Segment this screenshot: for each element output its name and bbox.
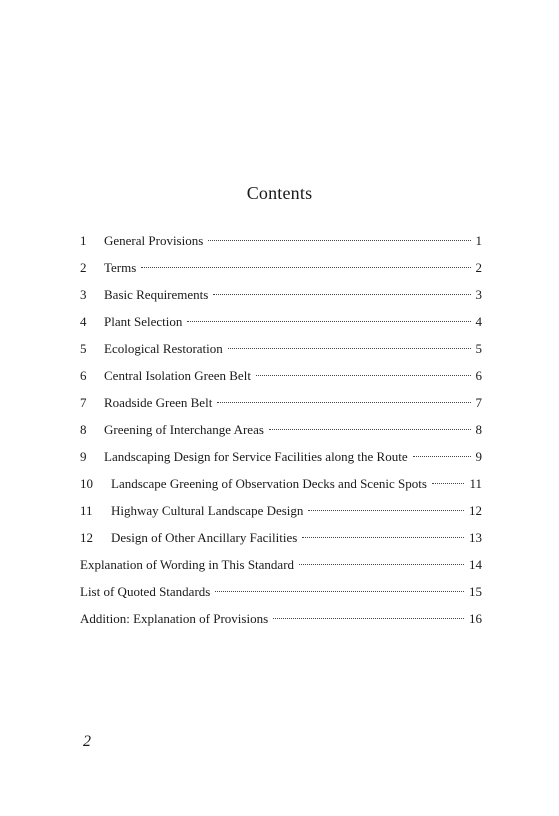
chapter-title: Design of Other Ancillary Facilities [111,530,298,545]
toc-entry-3[interactable] [80,287,482,314]
chapter-number: 6 [80,368,87,383]
toc-entry-8[interactable] [80,422,482,449]
page-ref: 14 [469,557,482,572]
page-title: Contents [246,183,313,203]
page-ref: 16 [469,611,482,626]
chapter-number: 10 [80,476,93,491]
chapter-number: 9 [80,449,87,464]
dot-leader [413,456,471,457]
chapter-title: Landscaping Design for Service Facilities along the Route [104,449,408,464]
toc-entry-12[interactable] [80,530,482,557]
chapter-title: Roadside Green Belt [104,395,213,410]
chapter-number: 7 [80,395,87,410]
chapter-number: 12 [80,530,93,545]
page-ref: 6 [475,368,482,383]
toc-entry-5[interactable] [80,341,482,368]
page-ref: 8 [475,422,482,437]
dot-leader [208,240,470,241]
dot-leader [432,483,465,484]
chapter-title: Ecological Restoration [104,341,223,356]
toc-entry-10[interactable] [80,476,482,503]
page-ref: 4 [475,314,482,329]
dot-leader [215,591,464,592]
toc-entry-provisions-explanation[interactable] [80,611,482,638]
dot-leader [141,267,470,268]
toc-entry-11[interactable] [80,503,482,530]
page-ref: 9 [475,449,482,464]
chapter-number: 11 [80,503,93,518]
dot-leader [217,402,470,403]
dot-leader [256,375,471,376]
dot-leader [269,429,471,430]
toc-entry-quoted-standards[interactable] [80,584,482,611]
page-ref: 3 [475,287,482,302]
toc-entry-9[interactable] [80,449,482,476]
page-ref: 2 [475,260,482,275]
toc-entry-4[interactable] [80,314,482,341]
dot-leader [228,348,471,349]
page-ref: 15 [469,584,482,599]
page-ref: 1 [475,233,482,248]
section-title: Addition: Explanation of Provisions [80,611,269,626]
chapter-title: Plant Selection [104,314,183,329]
dot-leader [302,537,464,538]
dot-leader [213,294,470,295]
chapter-number: 1 [80,233,87,248]
page-ref: 13 [469,530,482,545]
chapter-title: Highway Cultural Landscape Design [111,503,304,518]
chapter-number: 3 [80,287,87,302]
toc-entry-wording-explanation[interactable] [80,557,482,584]
dot-leader [187,321,470,322]
chapter-number: 8 [80,422,87,437]
chapter-title: Terms [104,260,137,275]
page-ref: 5 [475,341,482,356]
toc-entry-6[interactable] [80,368,482,395]
chapter-title: Landscape Greening of Observation Decks and Scenic Spots [111,476,427,491]
page-ref: 12 [469,503,482,518]
section-title: List of Quoted Standards [80,584,211,599]
chapter-title: Basic Requirements [104,287,209,302]
chapter-number: 4 [80,314,87,329]
page-number: 2 [83,733,91,750]
section-title: Explanation of Wording in This Standard [80,557,295,572]
toc-entry-1[interactable] [80,233,482,260]
toc-entry-2[interactable] [80,260,482,287]
page-ref: 11 [469,476,482,491]
page-ref: 7 [475,395,482,410]
table-of-contents [80,233,482,638]
dot-leader [273,618,464,619]
chapter-title: Central Isolation Green Belt [104,368,251,383]
chapter-number: 2 [80,260,87,275]
dot-leader [308,510,464,511]
chapter-title: General Provisions [104,233,204,248]
dot-leader [299,564,464,565]
chapter-title: Greening of Interchange Areas [104,422,264,437]
toc-entry-7[interactable] [80,395,482,422]
chapter-number: 5 [80,341,87,356]
